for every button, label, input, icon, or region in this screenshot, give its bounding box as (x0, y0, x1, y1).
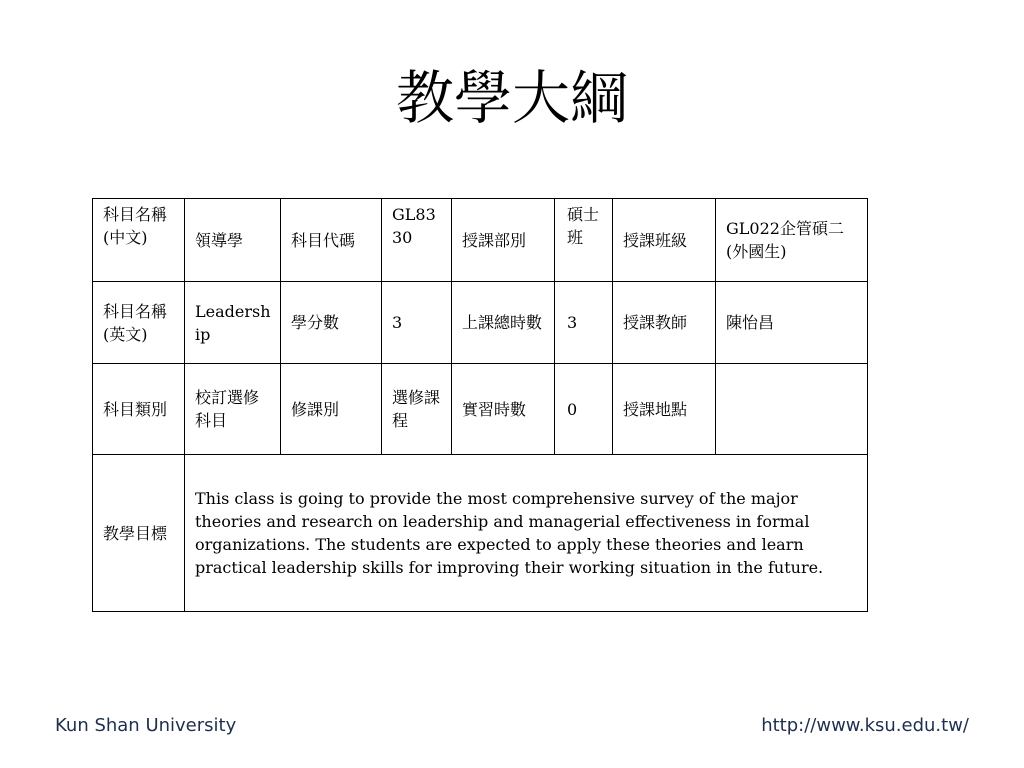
course-type-label: 修課別 (281, 364, 382, 455)
course-name-en-value: Leadership (185, 282, 281, 364)
course-type-value: 選修課程 (382, 364, 452, 455)
footer-url: http://www.ksu.edu.tw/ (761, 715, 969, 736)
course-code-label: 科目代碼 (281, 199, 382, 282)
department-value: 碩士班 (555, 199, 613, 282)
teacher-label: 授課教師 (613, 282, 716, 364)
class-label: 授課班級 (613, 199, 716, 282)
category-value: 校訂選修科目 (185, 364, 281, 455)
course-name-cn-value: 領導學 (185, 199, 281, 282)
objectives-label: 教學目標 (93, 455, 185, 612)
footer-university: Kun Shan University (55, 715, 237, 736)
total-hours-label: 上課總時數 (452, 282, 555, 364)
class-value: GL022企管碩二(外國生) (716, 199, 868, 282)
category-label: 科目類別 (93, 364, 185, 455)
slide-title: 教學大綱 (395, 64, 628, 132)
syllabus-table (92, 198, 868, 612)
teacher-value: 陳怡昌 (716, 282, 868, 364)
objectives-value: This class is going to provide the most comprehensive survey of the major theories and research on leadership and managerial effectiveness in formal organizations. The students are expected to apply these theories and learn practical leadership skills for improving their working situation in the future. (185, 455, 868, 612)
location-label: 授課地點 (613, 364, 716, 455)
table-row (93, 364, 868, 455)
table-row (93, 282, 868, 364)
course-name-en-label: 科目名稱(英文) (93, 282, 185, 364)
department-label: 授課部別 (452, 199, 555, 282)
credits-label: 學分數 (281, 282, 382, 364)
practicum-hours-label: 實習時數 (452, 364, 555, 455)
table-row (93, 455, 868, 612)
total-hours-value: 3 (555, 282, 613, 364)
table-row (93, 199, 868, 282)
location-value (716, 364, 868, 455)
course-code-value: GL8330 (382, 199, 452, 282)
practicum-hours-value: 0 (555, 364, 613, 455)
course-name-cn-label: 科目名稱(中文) (93, 199, 185, 282)
credits-value: 3 (382, 282, 452, 364)
